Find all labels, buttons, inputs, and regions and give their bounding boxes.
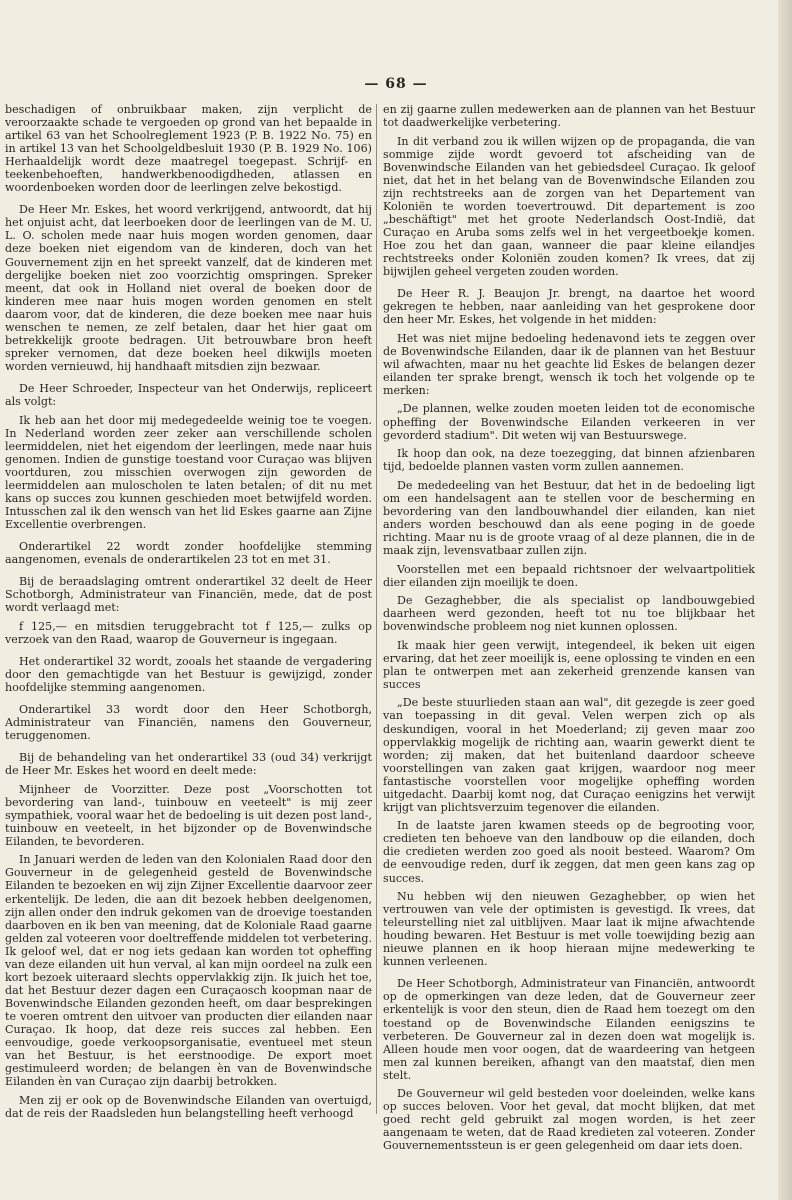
paragraph: Ik hoop dan ook, na deze toezegging, dat binnen afzienbaren tijd, bedoelde plannen vasten vorm zullen aannemen. — [383, 447, 755, 474]
paragraph: Men zij er ook op de Bovenwindsche Eilanden van overtuigd, dat de reis der Raadsleden hun belangstelling heeft verhoogd — [5, 1093, 372, 1120]
paragraph: De Gouverneur wil geld besteden voor doeleinden, welke kans op succes beloven. Voor het geval, dat mocht blijken, dat met goed recht geld gebruikt zal mogen worden, is het zeer aangenaam te weten, dat de Raad kredieten zal voteeren. Zonder Gouvernementssteun is er geen gelegenheid om daar iets doen. — [383, 1087, 755, 1153]
paragraph: Mijnheer de Voorzitter. Deze post „Voorschotten tot bevordering van land-, tuinbouw en veeteelt" is mij zeer sympathiek, vooral waar het de bedoeling is uit dezen post land-, tuinbouw en veeteelt, in het bijzonder op de Bovenwindsche Eilanden, te bevorderen. — [5, 782, 372, 848]
page-number: — 68 — — [364, 76, 428, 92]
paragraph: „De beste stuurlieden staan aan wal", dit gezegde is zeer goed van toepassing in dit geval. Velen werpen zich op als deskundigen, vooral in het Moederland; zij geven maar zoo oppervlakkig mogelijk de richting aan, waarin gewerkt dient te worden; zij maken, dat het buitenland daardoor scheeve voorstellingen van zaken gaat krijgen, waardoor nog meer fantastische voorstellen voor mogelijke opheffing worden uitgedacht. Daarbij komt nog, dat Curaçao eenigzins het verwijt krijgt van plichtsverzuim tegenover die eilanden. — [383, 696, 755, 814]
paragraph: In Januari werden de leden van den Kolonialen Raad door den Gouverneur in de gelegenheid gesteld de Bovenwindsche Eilanden te bezoeken en wij zijn Zijner Excellentie daarvoor zeer erkentelijk. De leden, die aan dit bezoek hebben deelgenomen, zijn allen onder den indruk gekomen van de droevige toestanden daarboven en ik ben van meening, dat de Koloniale Raad gaarne gelden zal voteeren voor doeltreffende middelen tot verbetering. Ik geloof wel, dat er nog iets gedaan kan worden tot opheffing van deze eilanden uit hun verval, al kan mijn oordeel na zulk een kort bezoek uiteraard slechts oppervlakkig zijn. Ik juich het toe, dat het Bestuur dezer dagen een Curaçaosch koopman naar de Bovenwindsche Eilanden gezonden heeft, om daar besprekingen te voeren omtrent den uitvoer van producten dier eilanden naar Curaçao. Ik hoop, dat deze reis succes zal hebben. Een eenvoudige, goede verkoopsorganisatie, eventueel met steun van het Bestuur, is het eerstnoodige. De export moet gestimuleerd worden; de belangen èn van de Bovenwindsche Eilanden èn van Curaçao zijn daarbij betrokken. — [5, 853, 372, 1089]
paragraph: De Heer Schroeder, Inspecteur van het Onderwijs, repliceert als volgt: — [5, 381, 372, 408]
page-edge-shadow — [778, 0, 792, 1200]
paragraph: De Heer Schotborgh, Administrateur van Financiën, antwoordt op de opmerkingen van deze leden, dat de Gouverneur zeer erkentelijk is voor den steun, dien de Raad hem toezegt om den toestand op de Bovenwindsche Eilanden eenigszins te verbeteren. De Gouverneur zal in dezen doen wat mogelijk is. Alleen houde men voor oogen, dat de waardeering van hetgeen men zal kunnen bereiken, afhangt van den maatstaf, dien men stelt. — [383, 977, 755, 1082]
right-column — [383, 103, 755, 1158]
paragraph: In dit verband zou ik willen wijzen op de propaganda, die van sommige zijde wordt gevoerd tot afscheiding van de Bovenwindsche Eilanden van het gebiedsdeel Curaçao. Ik geloof niet, dat het in het belang van de Bovenwindsche Eilanden zou zijn rechtstreeks aan de zorgen van het Departement van Koloniën te worden toevertrouwd. Dit departement is zoo „beschäftigt" met het groote Nederlandsch Oost-Indië, dat Curaçao en Aruba soms zelfs wel in het vergeetboekje komen. Hoe zou het dan gaan, wanneer die paar kleine eilandjes rechtstreeks onder Koloniën zouden komen? Ik vrees, dat zij bijwijlen geheel vergeten zouden worden. — [383, 134, 755, 279]
paragraph: „De plannen, welke zouden moeten leiden tot de economische opheffing der Bovenwindsche Eilanden verkeeren in ver gevorderd stadium". Dit weten wij van Bestuurswege. — [383, 402, 755, 442]
paragraph: en zij gaarne zullen medewerken aan de plannen van het Bestuur tot daadwerkelijke verbetering. — [383, 103, 755, 130]
paragraph: In de laatste jaren kwamen steeds op de begrooting voor, credieten ten behoeve van den landbouw op die eilanden, doch die credieten werden zoo goed als nooit besteed. Waarom? Om de eenvoudige reden, durf ik zeggen, dat men geen kans zag op succes. — [383, 819, 755, 885]
column-divider — [376, 104, 377, 1114]
paragraph: Onderartikel 33 wordt door den Heer Schotborgh, Administrateur van Financiën, namens den Gouverneur, teruggenomen. — [5, 702, 372, 743]
paragraph: Onderartikel 22 wordt zonder hoofdelijke stemming aangenomen, evenals de onderartikelen 23 tot en met 31. — [5, 539, 372, 566]
left-column — [5, 103, 372, 1125]
paragraph: Ik heb aan het door mij medegedeelde weinig toe te voegen. In Nederland worden zeer zeker aan verschillende scholen leermiddelen, niet het eigendom der leerlingen, mede naar huis genomen. Indien de gunstige toestand voor Curaçao was blijven voortduren, zou misschien overwogen zijn geworden de leermiddelen aan muloscholen te laten betalen; of dit nu met kans op succes zou kunnen geschieden moet betwijfeld worden. Intusschen zal ik den wensch van het lid Eskes gaarne aan Zijne Excellentie overbrengen. — [5, 413, 372, 531]
paragraph: De Heer Mr. Eskes, het woord verkrijgend, antwoordt, dat hij het onjuist acht, dat leerboeken door de leerlingen van de M. U. L. O. scholen mede naar huis mogen worden genomen, daar deze boeken niet eigendom van de kinderen, doch van het Gouvernement zijn en het spreekt vanzelf, dat de kinderen met dergelijke boeken niet zoo voorzichtig omspringen. Spreker meent, dat ook in Holland niet overal de boeken door de kinderen mee naar huis mogen worden genomen en stelt daarom voor, dat de kinderen, die deze boeken mee naar huis wenschen te nemen, ze zelf betalen, daar het hier gaat om betrekkelijk groote bedragen. Uit betrouwbare bron heeft spreker vernomen, dat deze boeken heel dikwijls moeten worden vernieuwd, hij handhaaft mitsdien zijn bezwaar. — [5, 203, 372, 373]
paragraph: De Gezaghebber, die als specialist op landbouwgebied daarheen werd gezonden, heeft tot nu toe blijkbaar het bovenwindsche probleem nog niet kunnen oplossen. — [383, 594, 755, 634]
paragraph: beschadigen of onbruikbaar maken, zijn verplicht de veroorzaakte schade te vergoeden op grond van het bepaalde in artikel 63 van het Schoolreglement 1923 (P. B. 1922 No. 75) en in artikel 13 van het Schoolgeldbesluit 1930 (P. B. 1929 No. 106) Herhaaldelijk wordt deze maatregel toegepast. Schrijf- en teekenbehoeften, handwerkbenoodigdheden, atlassen en woordenboeken worden door de leerlingen zelve bekostigd. — [5, 103, 372, 195]
paragraph: Het onderartikel 32 wordt, zooals het staande de vergadering door den gemachtigde van het Bestuur is gewijzigd, zonder hoofdelijke stemming aangenomen. — [5, 654, 372, 694]
paragraph: De mededeeling van het Bestuur, dat het in de bedoeling ligt om een handelsagent aan te stellen voor de bescherming en bevordering van den landbouwhandel dier eilanden, kan niet anders worden beschouwd dan als eene poging in de goede richting. Maar nu is de groote vraag of al deze plannen, die in de maak zijn, levensvatbaar zullen zijn. — [383, 478, 755, 557]
paragraph: Bij de behandeling van het onderartikel 33 (oud 34) verkrijgt de Heer Mr. Eskes het woord en deelt mede: — [5, 751, 372, 778]
paragraph: Ik maak hier geen verwijt, integendeel, ik beken uit eigen ervaring, dat het zeer moeilijk is, eene oplossing te vinden en een plan te ontwerpen met aan zekerheid grenzende kansen van succes — [383, 638, 755, 691]
paragraph: Voorstellen met een bepaald richtsnoer der welvaartpolitiek dier eilanden zijn moeilijk te doen. — [383, 562, 755, 589]
paragraph: f 125,— en mitsdien teruggebracht tot f 125,— zulks op verzoek van den Raad, waarop de Gouverneur is ingegaan. — [5, 619, 372, 646]
paragraph: Nu hebben wij den nieuwen Gezaghebber, op wien het vertrouwen van vele der optimisten is gevestigd. Ik vrees, dat teleurstelling niet zal uitblijven. Maar laat ik mijne afwachtende houding bewaren. Het Bestuur is met volle toewijding bezig aan nieuwe plannen en ik hoop hieraan mijne medewerking te kunnen verleenen. — [383, 890, 755, 969]
paragraph: Bij de beraadslaging omtrent onderartikel 32 deelt de Heer Schotborgh, Administrateur van Financiën, mede, dat de post wordt verlaagd met: — [5, 575, 372, 615]
paragraph: De Heer R. J. Beaujon Jr. brengt, na daartoe het woord gekregen te hebben, naar aanleiding van het gesprokene door den heer Mr. Eskes, het volgende in het midden: — [383, 287, 755, 327]
paragraph: Het was niet mijne bedoeling hedenavond iets te zeggen over de Bovenwindsche Eilanden, daar ik de plannen van het Bestuur wil afwachten, maar nu het geachte lid Eskes de belangen dezer eilanden ter sprake brengt, wensch ik toch het volgende op te merken: — [383, 331, 755, 397]
